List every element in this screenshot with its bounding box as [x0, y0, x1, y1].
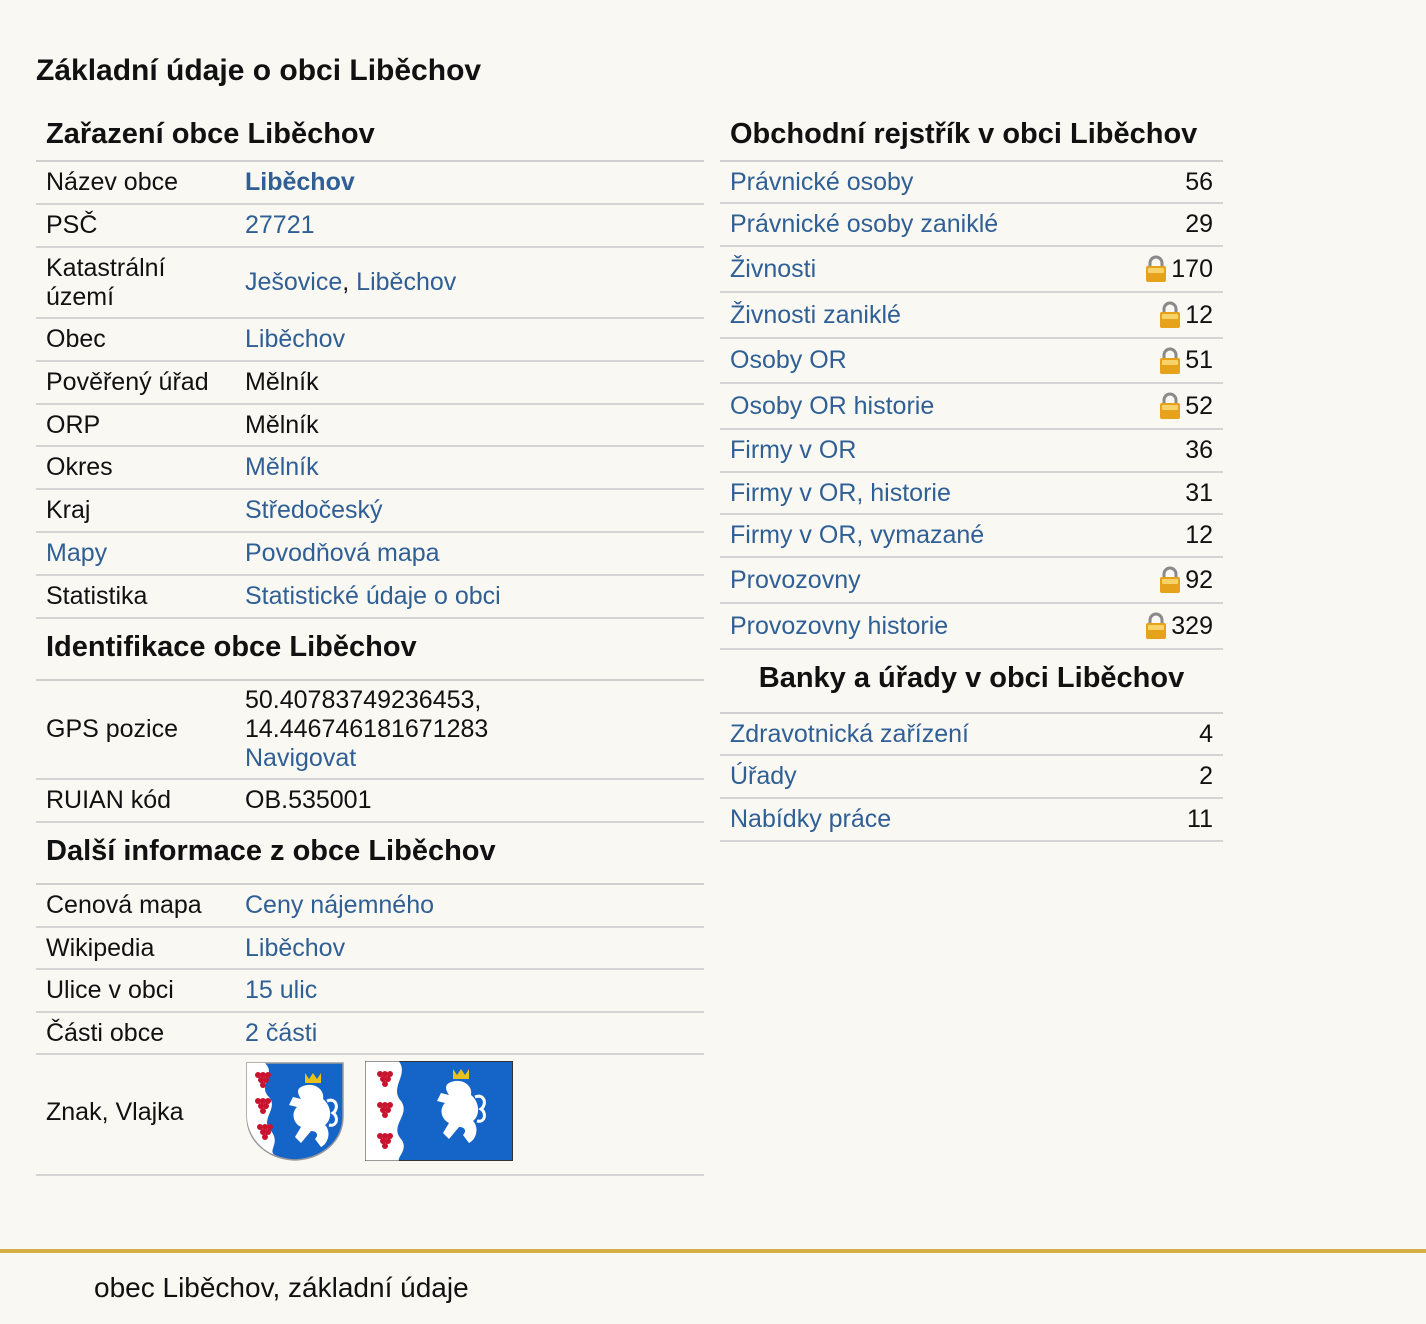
row-label: Cenová mapa [46, 891, 202, 919]
register-link[interactable]: Firmy v OR, historie [730, 478, 951, 507]
gps-latitude: 50.40783749236453, [245, 686, 482, 714]
footer-text: obec Liběchov, základní údaje [94, 1272, 469, 1303]
count-value: 329 [1171, 611, 1213, 640]
section-heading-banky: Banky a úřady v obci Liběchov [720, 650, 1223, 714]
table-row-casti-obce [36, 1013, 704, 1055]
list-item [720, 799, 1223, 842]
row-label: RUIAN kód [46, 786, 172, 814]
count-value: 2 [1199, 762, 1213, 790]
row-label: Okres [46, 453, 113, 481]
lock-icon [1159, 566, 1181, 594]
list-item [720, 162, 1223, 204]
wikipedia-link[interactable]: Liběchov [245, 933, 346, 962]
list-item [720, 430, 1223, 473]
ruian-code: OB.535001 [245, 786, 372, 814]
coat-of-arms-image [245, 1061, 345, 1161]
row-label: Pověřený úřad [46, 368, 209, 396]
table-row-kraj [36, 490, 704, 533]
table-row-povereny-urad [36, 362, 704, 405]
list-item [720, 756, 1223, 799]
row-label: Název obce [46, 168, 179, 196]
separator: , [342, 268, 357, 296]
count-value: 31 [1185, 478, 1213, 507]
lock-icon [1159, 392, 1181, 420]
obec-link[interactable]: Liběchov [245, 325, 346, 353]
register-count [1185, 479, 1213, 508]
section-heading-zarazeni: Zařazení obce Liběchov [36, 110, 704, 162]
office-link[interactable]: Nabídky práce [730, 805, 892, 833]
section-heading-rejstrik: Obchodní rejstřík v obci Liběchov [720, 110, 1223, 162]
list-item [720, 384, 1223, 430]
count-value: 92 [1185, 565, 1213, 594]
list-item [720, 558, 1223, 604]
row-label: Kraj [46, 496, 91, 524]
register-count [1159, 392, 1213, 421]
row-label: ORP [46, 410, 101, 439]
footer-divider [0, 1249, 1426, 1253]
gps-values [245, 686, 704, 773]
table-row-ruian [36, 780, 704, 823]
municipality-name-link[interactable]: Liběchov [245, 168, 355, 196]
count-value: 11 [1187, 805, 1213, 833]
section-heading-identifikace: Identifikace obce Liběchov [36, 619, 704, 681]
table-row-mapy [36, 533, 704, 576]
streets-link[interactable]: 15 ulic [245, 976, 318, 1004]
office-link[interactable]: Úřady [730, 762, 797, 790]
lock-icon [1159, 301, 1181, 329]
list-item [720, 515, 1223, 558]
register-link[interactable]: Právnické osoby zaniklé [730, 210, 999, 238]
row-label: Statistika [46, 582, 148, 610]
count-value: 51 [1185, 346, 1213, 374]
count-value: 12 [1185, 300, 1213, 329]
okres-link[interactable]: Mělník [245, 453, 319, 481]
register-count [1145, 255, 1213, 284]
cadastral-values [245, 268, 704, 297]
register-count [1159, 346, 1213, 375]
psc-link[interactable]: 27721 [245, 211, 315, 239]
row-label: Části obce [46, 1018, 165, 1047]
row-label: GPS pozice [46, 715, 179, 743]
count-value: 12 [1185, 521, 1213, 549]
section-heading-dalsi: Další informace z obce Liběchov [36, 823, 704, 885]
flag-image [365, 1061, 513, 1161]
list-item [720, 339, 1223, 384]
count-value: 36 [1185, 436, 1213, 464]
list-item [720, 247, 1223, 293]
register-count [1185, 521, 1213, 550]
maps-link[interactable]: Mapy [46, 539, 108, 567]
table-row-obec [36, 319, 704, 362]
list-item [720, 604, 1223, 650]
rent-prices-link[interactable]: Ceny nájemného [245, 891, 435, 919]
parts-link[interactable]: 2 části [245, 1018, 318, 1047]
flood-map-link[interactable]: Povodňová mapa [245, 539, 440, 567]
page-title: Základní údaje o obci Liběchov [36, 54, 482, 87]
table-row-okres [36, 447, 704, 490]
lock-icon [1145, 255, 1167, 283]
table-row-ulice [36, 970, 704, 1013]
right-column [720, 110, 1223, 842]
register-link[interactable]: Osoby OR [730, 346, 847, 374]
cadastral-link-libechov[interactable]: Liběchov [356, 268, 457, 296]
list-item [720, 293, 1223, 339]
table-row-nazev-obce [36, 162, 704, 205]
table-row-statistika [36, 576, 704, 619]
row-label: Wikipedia [46, 933, 155, 962]
register-link[interactable]: Provozovny [730, 565, 861, 594]
count-value: 4 [1199, 719, 1213, 748]
banks-offices-list [720, 714, 1223, 842]
register-count [1185, 436, 1213, 465]
register-link[interactable]: Provozovny historie [730, 611, 949, 640]
list-item [720, 714, 1223, 756]
table-row-wikipedia [36, 928, 704, 970]
register-link[interactable]: Firmy v OR [730, 436, 857, 464]
row-value: Mělník [245, 410, 319, 439]
list-item [720, 473, 1223, 515]
lock-icon [1145, 612, 1167, 640]
register-link[interactable]: Osoby OR historie [730, 391, 935, 420]
table-row-psc [36, 205, 704, 248]
kraj-link[interactable]: Středočeský [245, 496, 383, 524]
row-label: Katastrální území [46, 253, 166, 311]
table-row-znak-vlajka [36, 1055, 704, 1176]
register-link[interactable]: Firmy v OR, vymazané [730, 521, 985, 549]
register-count [1145, 612, 1213, 641]
count-value: 52 [1185, 391, 1213, 420]
table-row-orp [36, 405, 704, 447]
row-value: Mělník [245, 368, 319, 396]
register-count [1185, 168, 1213, 197]
table-row-katastralni-uzemi [36, 248, 704, 319]
lock-icon [1159, 347, 1181, 375]
count-value: 56 [1185, 167, 1213, 196]
table-row-cenova-mapa [36, 885, 704, 928]
navigate-link[interactable]: Navigovat [245, 744, 357, 772]
register-link[interactable]: Živnosti zaniklé [730, 300, 901, 329]
count-value: 29 [1185, 210, 1213, 238]
register-count [1159, 566, 1213, 595]
row-label: Obec [46, 325, 106, 353]
statistics-link[interactable]: Statistické údaje o obci [245, 582, 501, 610]
table-row-gps [36, 681, 704, 780]
register-link[interactable]: Živnosti [730, 254, 817, 283]
count-value: 170 [1171, 254, 1213, 283]
register-count [1185, 210, 1213, 239]
row-label: Znak, Vlajka [46, 1098, 184, 1126]
list-item [720, 204, 1223, 247]
business-register-list [720, 162, 1223, 650]
row-label: Ulice v obci [46, 976, 174, 1004]
register-count [1159, 301, 1213, 330]
row-label: PSČ [46, 211, 98, 239]
register-link[interactable]: Právnické osoby [730, 167, 914, 196]
gps-longitude: 14.446746181671283 [245, 715, 489, 743]
emblem-container [245, 1061, 704, 1161]
cadastral-link-jesovice[interactable]: Ješovice [245, 268, 343, 296]
left-column [36, 110, 704, 1176]
office-link[interactable]: Zdravotnická zařízení [730, 719, 969, 748]
